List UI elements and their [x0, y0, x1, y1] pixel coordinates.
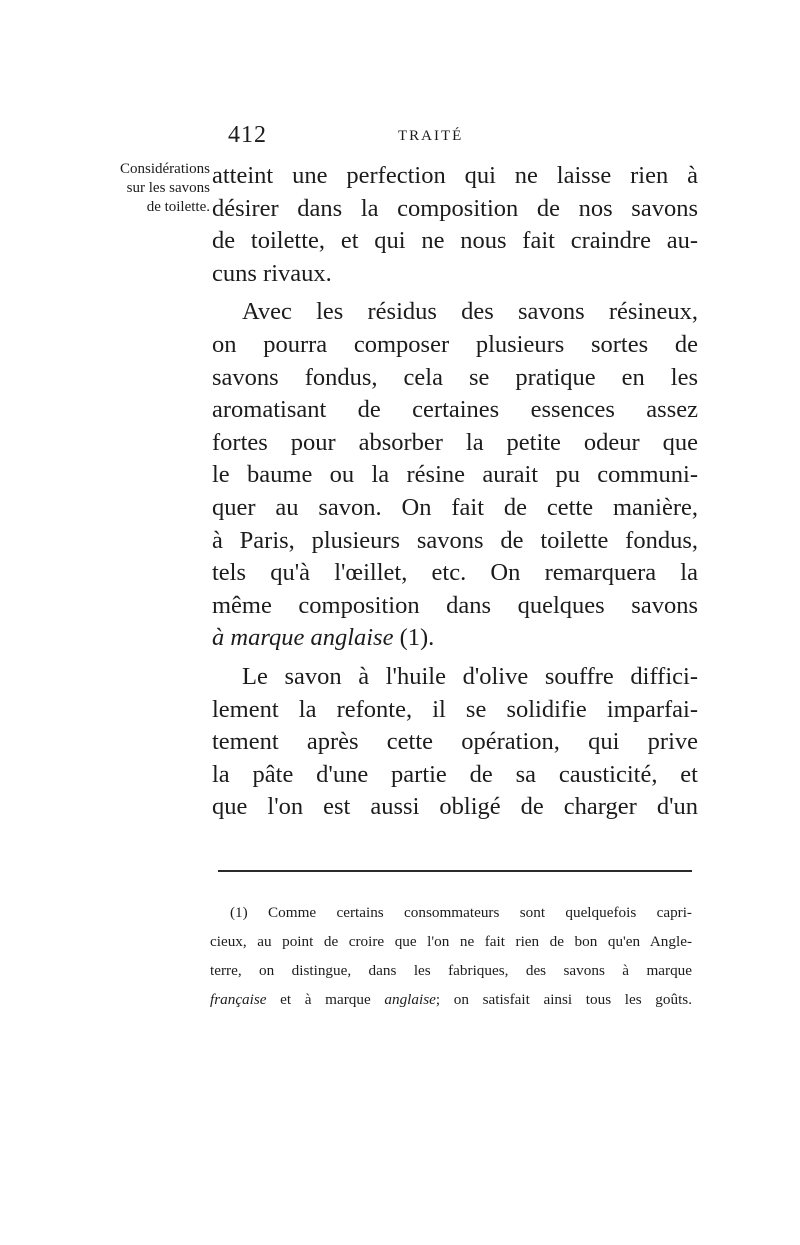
- paragraph: [212, 296, 698, 655]
- footnote-line: cieux, au point de croire que l'on ne fait rien de bon qu'en Angle-: [210, 933, 692, 950]
- footnote: [210, 898, 692, 1014]
- text-fragment: et à marque: [266, 991, 385, 1008]
- margin-note-line: Considérations: [120, 161, 210, 177]
- text-line: lement la refonte, il se solidifie imparfai-: [212, 695, 698, 723]
- text-line: cuns rivaux.: [212, 259, 332, 287]
- text-line: même composition dans quelques savons: [212, 591, 698, 619]
- margin-note: [100, 160, 210, 217]
- text-line: on pourra composer plusieurs sortes de: [212, 330, 698, 358]
- footnote-divider: [218, 870, 692, 872]
- text-line: la pâte d'une partie de sa causticité, et: [212, 760, 698, 788]
- text-line: que l'on est aussi obligé de charger d'un: [212, 793, 698, 821]
- text-fragment: (1).: [393, 624, 435, 652]
- text-line: de toilette, et qui ne nous fait craindre au-: [212, 227, 698, 255]
- body-text: [212, 160, 698, 824]
- text-line: tels qu'à l'œillet, etc. On remarquera la: [212, 559, 698, 587]
- italic-text: anglaise: [384, 991, 436, 1008]
- text-line: atteint une perfection qui ne laisse rien à: [212, 162, 698, 189]
- running-title: TRAITÉ: [398, 128, 464, 144]
- text-fragment: ; on satisfait ainsi tous les goûts.: [435, 991, 692, 1008]
- text-line: quer au savon. On fait de cette manière,: [212, 493, 698, 521]
- running-head: [228, 122, 698, 152]
- page-number: 412: [228, 122, 267, 148]
- text-line: tement après cette opération, qui prive: [212, 728, 698, 756]
- paragraph: [212, 160, 698, 290]
- text-line: Avec les résidus des savons résineux,: [242, 298, 698, 326]
- footnote-line: [210, 985, 692, 1014]
- text-line: aromatisant de certaines essences assez: [212, 396, 698, 424]
- text-line: Le savon à l'huile d'olive souffre diffici-: [242, 662, 698, 690]
- footnote-line: (1) Comme certains consommateurs sont quelquefois capri-: [230, 904, 692, 921]
- text-line: [212, 622, 698, 655]
- text-line: fortes pour absorber la petite odeur que: [212, 428, 698, 456]
- margin-note-line: sur les savons: [126, 180, 210, 196]
- footnote-line: terre, on distingue, dans les fabriques, des savons à marque: [210, 962, 692, 979]
- text-line: le baume ou la résine aurait pu communi-: [212, 461, 698, 489]
- italic-text: française: [210, 991, 267, 1008]
- paragraph: [212, 661, 698, 824]
- text-line: désirer dans la composition de nos savons: [212, 194, 698, 222]
- italic-text: à marque anglaise: [212, 624, 394, 652]
- text-line: savons fondus, cela se pratique en les: [212, 363, 698, 391]
- margin-note-line: de toilette.: [146, 199, 210, 215]
- text-line: à Paris, plusieurs savons de toilette fondus,: [212, 526, 698, 554]
